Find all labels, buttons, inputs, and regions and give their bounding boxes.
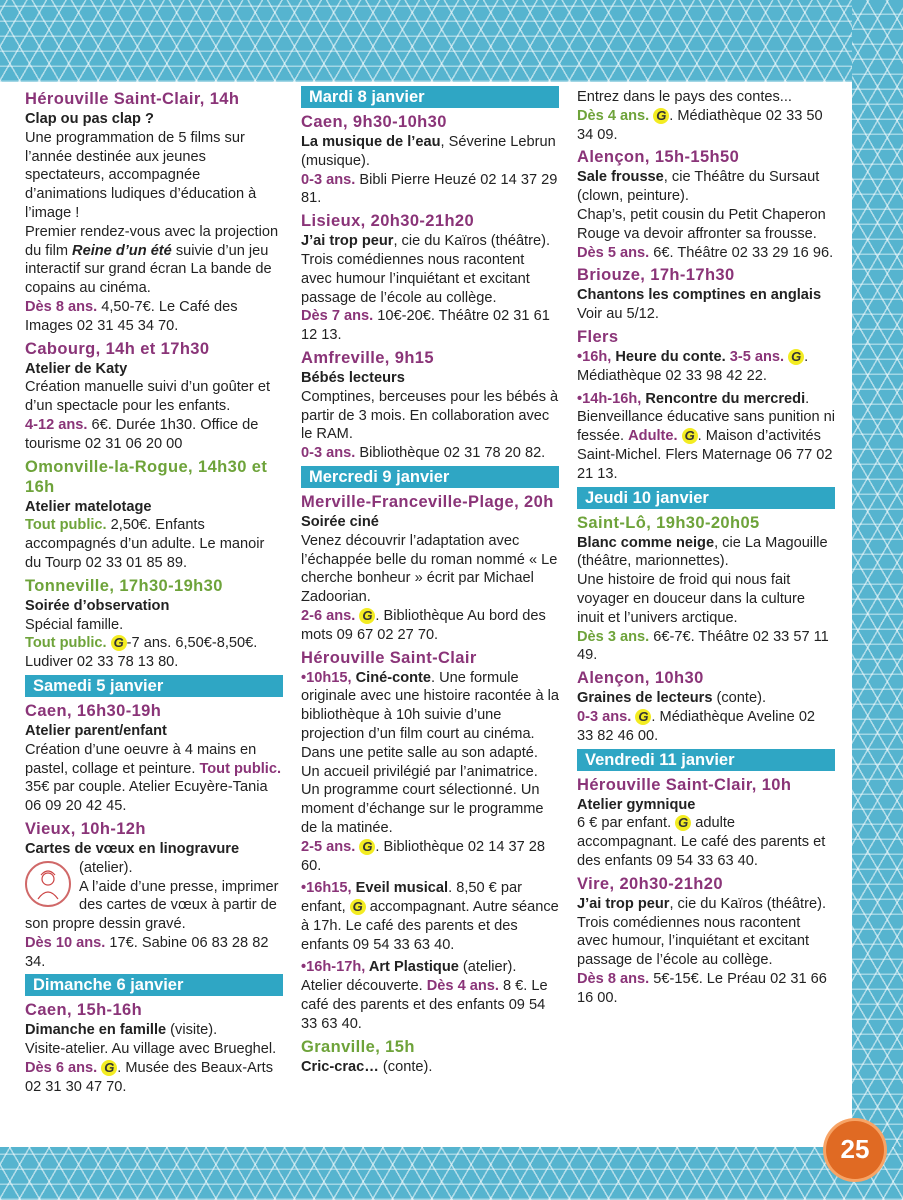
event-description: Trois comédiennes nous racontent avec humour, l’inquiétant et excitant passage de l’école au collège. xyxy=(577,914,810,969)
event-session: •16h15, Eveil musical. 8,50 € par enfant, G accompagnant. Autre séance à 17h. Le café des parents et des enfants 09 54 33 63 40. xyxy=(301,880,559,953)
event-title: Cartes de vœux en linogravure xyxy=(25,840,240,857)
event-city: Caen, 15h-16h xyxy=(25,1001,143,1020)
event-description: Spécial famille. xyxy=(25,616,124,633)
event-title: Blanc comme neige, cie La Magouille (théâtre, marionnettes). xyxy=(577,534,828,570)
g-marker-icon: G xyxy=(682,428,698,444)
event-city: Omonville-la-Rogue, 14h30 et 16h xyxy=(25,457,268,496)
event-description: Une programmation de 5 films sur l’année destinée aux jeunes spectateurs, accompagnée d’animations ludiques d’éducation à l’image ! xyxy=(25,129,257,221)
event-title: Chantons les comptines en anglais xyxy=(577,287,822,304)
g-marker-icon: G xyxy=(675,815,691,831)
event-description: Visite-atelier. Au village avec Brueghel. xyxy=(25,1041,277,1058)
event-description: (atelier). xyxy=(79,859,133,876)
event-city: Caen, 9h30-10h30 xyxy=(301,113,447,131)
g-marker-icon: G xyxy=(111,635,127,651)
event-description: Création manuelle suivi d’un goûter et d’un spectacle pour les enfants. xyxy=(25,379,270,415)
event-session: •14h-16h, Rencontre du mercredi. Bienveillance éducative sans punition ni fessée. Adulte. G . Maison d’activités Saint-Michel. Flers Maternage 06 77 02 21 13. xyxy=(577,390,835,482)
event-info: Dès 8 ans. 4,50-7€. Le Café des Images 02 31 45 34 70. xyxy=(25,298,238,334)
event-city: Hérouville Saint-Clair, 14h xyxy=(25,90,240,108)
agenda-column-1 xyxy=(25,86,283,1097)
event-title: Soirée ciné xyxy=(301,513,379,530)
event-description: Venez découvrir l’adaptation avec l’échappée belle du roman nommé « Le cherche bonheur » écrit par Michael Zadoorian. xyxy=(301,532,558,606)
event-city: Hérouville Saint-Clair xyxy=(301,648,477,667)
event-city: Tonneville, 17h30-19h30 xyxy=(25,576,223,595)
event-title: Bébés lecteurs xyxy=(301,369,405,386)
event-info: 6 € par enfant. G adulte accompagnant. Le café des parents et des enfants 09 54 33 63 40. xyxy=(577,815,826,869)
event-info: 0-3 ans. Bibliothèque 02 31 78 20 82. xyxy=(301,445,546,462)
event-description: A l’aide d’une presse, imprimer des cartes de vœux à partir de son propre dessin gravé. xyxy=(25,878,279,933)
event-city: Alençon, 10h30 xyxy=(577,669,704,688)
decorative-pattern-right xyxy=(852,0,903,1200)
event-city: Hérouville Saint-Clair, 10h xyxy=(577,775,792,794)
event-description: Premier rendez-vous avec la projection du film Reine d’un été suivie d’un jeu interactif sur grand écran La bande de copains au cinéma. xyxy=(25,223,279,297)
event-session: •10h15, Ciné-conte. Une formule originale avec une histoire racontée à la bibliothèque à 10h suivie d’une projection d’un film court au cinéma. Dans une petite salle au son adapté. Un accueil privilégié par l’animatrice. Un programme court sélectionné. Un moment d’échange sur le programme de la matinée. xyxy=(301,669,559,836)
event-city: Flers xyxy=(577,327,619,346)
event-city: Caen, 16h30-19h xyxy=(25,701,162,720)
event-info: 0-3 ans. G . Médiathèque Aveline 02 33 82 46 00. xyxy=(577,708,816,744)
decorative-pattern-bottom xyxy=(0,1147,903,1200)
date-heading: Mardi 8 janvier xyxy=(301,86,559,108)
event-description: Une histoire de froid qui nous fait voyager en douceur dans la culture inuit et l’univers arctique. xyxy=(577,572,805,626)
event-title: Atelier parent/enfant xyxy=(25,722,167,739)
date-heading: Mercredi 9 janvier xyxy=(301,466,559,488)
event-title: Sale frousse, cie Théâtre du Sursaut (clown, peinture). xyxy=(577,169,820,205)
event-info: Dès 3 ans. 6€-7€. Théâtre 02 33 57 11 49. xyxy=(577,628,829,664)
event-title: Atelier matelotage xyxy=(25,498,152,515)
event-title: Cric-crac… (conte). xyxy=(301,1058,433,1075)
event-title: J’ai trop peur, cie du Kaïros (théâtre). xyxy=(577,895,827,912)
g-marker-icon: G xyxy=(359,839,375,855)
event-title: J’ai trop peur, cie du Kaïros (théâtre). xyxy=(301,233,551,250)
event-info: Tout public. G -7 ans. 6,50€-8,50€. Ludiver 02 33 78 13 80. xyxy=(25,635,258,671)
event-description: Comptines, berceuses pour les bébés à partir de 3 mois. En collaboration avec le RAM. xyxy=(301,388,559,443)
event-city: Cabourg, 14h et 17h30 xyxy=(25,339,210,358)
event-info: Création d’une oeuvre à 4 mains en pastel, collage et peinture. Tout public. 35€ par couple. Atelier Ecuyère-Tania 06 09 20 42 45. xyxy=(25,741,282,815)
event-description: Chap’s, petit cousin du Petit Chaperon Rouge va devoir affronter sa frousse. xyxy=(577,206,826,242)
event-info: Dès 4 ans. G . Médiathèque 02 33 50 34 09. xyxy=(577,107,823,143)
event-description: Trois comédiennes nous racontent avec humour l’inquiétant et excitant passage de l’école au collège. xyxy=(301,251,530,306)
date-heading: Jeudi 10 janvier xyxy=(577,487,835,509)
g-marker-icon: G xyxy=(359,608,375,624)
portrait-logo-icon xyxy=(25,861,71,907)
event-city: Briouze, 17h-17h30 xyxy=(577,266,735,285)
g-marker-icon: G xyxy=(653,108,669,124)
event-city: Granville, 15h xyxy=(301,1037,415,1056)
event-session: •16h-17h, Art Plastique (atelier). Atelier découverte. Dès 4 ans. 8 €. Le café des parents et des enfants 09 54 33 63 40. xyxy=(301,959,548,1032)
event-info: 4-12 ans. 6€. Durée 1h30. Office de tourisme 02 31 06 20 00 xyxy=(25,416,259,452)
page-number-badge: 25 xyxy=(826,1121,884,1179)
event-title: Clap ou pas clap ? xyxy=(25,111,154,127)
date-heading: Samedi 5 janvier xyxy=(25,675,283,697)
event-title: La musique de l’eau, Séverine Lebrun (musique). xyxy=(301,134,556,169)
event-city: Alençon, 15h-15h50 xyxy=(577,148,740,167)
event-info: Dès 8 ans. 5€-15€. Le Préau 02 31 66 16 00. xyxy=(577,970,827,1006)
event-info: Dès 7 ans. 10€-20€. Théâtre 02 31 61 12 13. xyxy=(301,308,550,344)
g-marker-icon: G xyxy=(788,349,804,365)
event-session: •16h, Heure du conte. 3-5 ans. G . Médiathèque 02 33 98 42 22. xyxy=(577,348,809,384)
g-marker-icon: G xyxy=(101,1060,117,1076)
g-marker-icon: G xyxy=(635,709,651,725)
event-title: Soirée d’observation xyxy=(25,597,170,614)
event-description: Entrez dans le pays des contes... xyxy=(577,89,792,105)
date-heading: Dimanche 6 janvier xyxy=(25,974,283,996)
event-city: Saint-Lô, 19h30-20h05 xyxy=(577,513,760,532)
date-heading: Vendredi 11 janvier xyxy=(577,749,835,771)
event-title: Dimanche en famille (visite). xyxy=(25,1022,218,1039)
event-info: 0-3 ans. Bibli Pierre Heuzé 02 14 37 29 81. xyxy=(301,171,558,207)
event-city: Vire, 20h30-21h20 xyxy=(577,874,723,893)
event-city: Merville-Franceville-Plage, 20h xyxy=(301,492,554,511)
event-title: Atelier de Katy xyxy=(25,360,128,377)
event-info: 2-6 ans. G . Bibliothèque Au bord des mots 09 67 02 27 70. xyxy=(301,607,546,643)
decorative-pattern-top xyxy=(0,0,903,82)
event-city: Amfreville, 9h15 xyxy=(301,348,434,367)
event-info: Tout public. 2,50€. Enfants accompagnés d’un adulte. Le manoir du Tourp 02 33 01 85 89. xyxy=(25,517,265,571)
event-description: Voir au 5/12. xyxy=(577,306,659,323)
event-info: Dès 10 ans. 17€. Sabine 06 83 28 82 34. xyxy=(25,934,269,970)
event-city: Lisieux, 20h30-21h20 xyxy=(301,212,475,231)
event-title: Graines de lecteurs (conte). xyxy=(577,690,766,707)
event-city: Vieux, 10h-12h xyxy=(25,819,146,838)
agenda-column-3 xyxy=(577,88,835,1007)
event-info: Dès 5 ans. 6€. Théâtre 02 33 29 16 96. xyxy=(577,244,834,261)
event-title: Atelier gymnique xyxy=(577,796,696,813)
event-info: 2-5 ans. G . Bibliothèque 02 14 37 28 60. xyxy=(301,838,546,874)
event-info: Dès 6 ans. G . Musée des Beaux-Arts 02 31 30 47 70. xyxy=(25,1060,274,1095)
agenda-column-2 xyxy=(301,86,559,1076)
g-marker-icon: G xyxy=(350,899,366,915)
